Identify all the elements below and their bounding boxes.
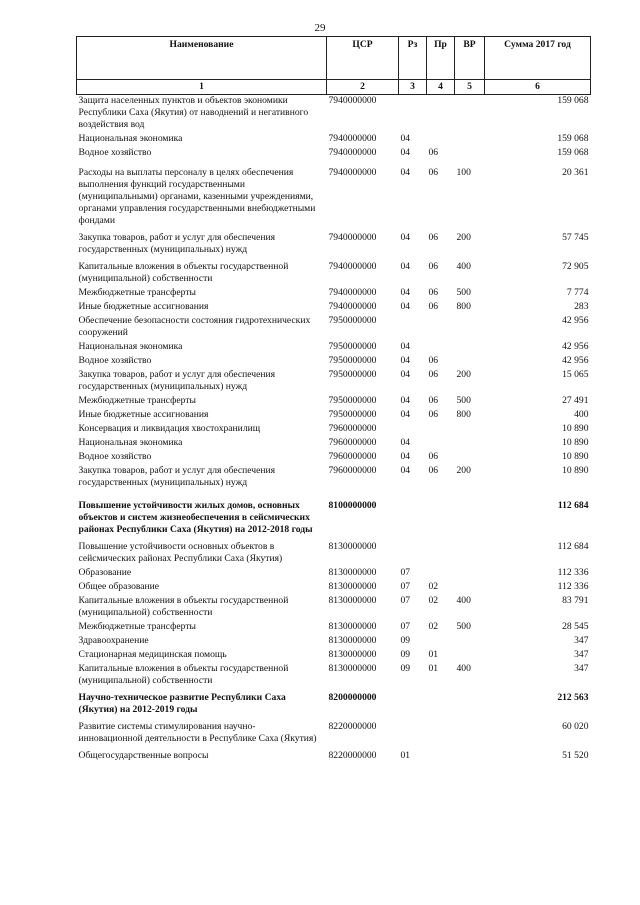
row-pr: 06 (428, 369, 439, 380)
column-number-row (77, 80, 591, 95)
row-sum: 10 890 (562, 437, 589, 448)
row-rz: 07 (400, 581, 411, 592)
row-rz: 04 (400, 409, 411, 420)
row-sum: 60 020 (562, 721, 589, 732)
row-vr (455, 147, 485, 161)
row-pr: 02 (428, 581, 439, 592)
row-vr (455, 355, 485, 369)
row-rz: 04 (400, 437, 411, 448)
row-vr (455, 747, 485, 764)
row-rz: 07 (400, 567, 411, 578)
row-vr (455, 423, 485, 437)
column-number: 5 (455, 80, 485, 95)
row-vr (455, 341, 485, 355)
table-row (77, 451, 591, 465)
row-sum: 112 684 (557, 500, 589, 511)
row-vr (455, 95, 485, 134)
column-header-vr: ВР (455, 37, 485, 80)
row-pr: 02 (428, 595, 439, 606)
table-row (77, 229, 591, 258)
row-name: Общегосударственные вопросы (78, 750, 209, 761)
table-row (77, 161, 591, 229)
row-rz: 07 (400, 621, 411, 632)
table-row (77, 133, 591, 147)
budget-table (76, 36, 591, 764)
row-name: Национальная экономика (78, 341, 183, 352)
row-rz (399, 689, 427, 718)
row-pr: 06 (428, 395, 439, 406)
table-row (77, 301, 591, 315)
table-row (77, 663, 591, 689)
table-row (77, 491, 591, 538)
row-csr: 7940000000 (328, 133, 377, 144)
row-sum: 72 905 (562, 261, 589, 272)
row-sum: 51 520 (562, 750, 589, 761)
row-name: Повышение устойчивости жилых домов, основных объектов и систем жизнеобеспечения в сейсмических районах Республики Саха (Якутия) на 2012-2018 годы (78, 500, 313, 535)
table-row (77, 718, 591, 747)
row-pr: 06 (428, 147, 439, 158)
row-sum: 15 065 (562, 369, 589, 380)
row-csr: 8130000000 (328, 635, 377, 646)
row-csr: 8220000000 (328, 721, 377, 732)
row-csr: 7940000000 (328, 147, 377, 158)
row-rz: 04 (400, 301, 411, 312)
row-csr: 7960000000 (328, 451, 377, 462)
row-vr (455, 718, 485, 747)
table-row (77, 437, 591, 451)
row-rz: 04 (400, 287, 411, 298)
row-csr: 7950000000 (328, 355, 377, 366)
row-vr: 800 (456, 301, 471, 312)
row-pr (427, 689, 455, 718)
row-sum: 83 791 (562, 595, 589, 606)
row-name: Обеспечение безопасности состояния гидротехнических сооружений (78, 315, 311, 338)
row-csr: 8130000000 (328, 663, 377, 674)
row-pr (427, 538, 455, 567)
row-csr: 8100000000 (328, 500, 377, 511)
column-number: 1 (77, 80, 327, 95)
table-row (77, 147, 591, 161)
row-rz (399, 315, 427, 341)
row-sum: 112 336 (557, 581, 589, 592)
row-rz: 04 (400, 465, 411, 476)
table-row (77, 649, 591, 663)
row-sum: 347 (574, 635, 589, 646)
row-csr: 8130000000 (328, 541, 377, 552)
row-name: Развитие системы стимулирования научно-инновационной деятельности в Республике Саха (Якутия) (78, 721, 317, 744)
row-sum: 400 (574, 409, 589, 420)
row-name: Национальная экономика (78, 133, 183, 144)
row-name: Закупка товаров, работ и услуг для обеспечения государственных (муниципальных) нужд (78, 232, 276, 255)
table-row (77, 341, 591, 355)
row-csr: 7940000000 (328, 95, 377, 106)
row-csr: 8130000000 (328, 581, 377, 592)
table-row (77, 567, 591, 581)
row-rz (399, 718, 427, 747)
row-rz (399, 538, 427, 567)
column-header-name: Наименование (77, 37, 327, 80)
row-vr: 500 (456, 621, 471, 632)
row-vr: 400 (456, 595, 471, 606)
row-vr (455, 689, 485, 718)
table-row (77, 409, 591, 423)
row-vr (455, 538, 485, 567)
row-pr: 06 (428, 261, 439, 272)
row-rz: 04 (400, 167, 411, 178)
row-name: Закупка товаров, работ и услуг для обеспечения государственных (муниципальных) нужд (78, 465, 276, 488)
row-name: Образование (78, 567, 132, 578)
row-vr (455, 649, 485, 663)
row-name: Повышение устойчивости основных объектов в сейсмических районах Республики Саха (Якутия) (78, 541, 283, 564)
column-header-pr: Пр (427, 37, 455, 80)
row-csr: 7960000000 (328, 423, 377, 434)
row-name: Защита населенных пунктов и объектов экономики Республики Саха (Якутия) от наводнений и негативного воздействия вод (78, 95, 309, 130)
row-vr (455, 315, 485, 341)
row-pr: 06 (428, 167, 439, 178)
row-rz (399, 95, 427, 134)
row-pr (427, 95, 455, 134)
row-vr (455, 437, 485, 451)
row-vr: 200 (456, 465, 471, 476)
column-header-rz: Рз (399, 37, 427, 80)
row-rz: 09 (400, 649, 411, 660)
row-csr: 8220000000 (328, 750, 377, 761)
row-sum: 27 491 (562, 395, 589, 406)
row-sum: 10 890 (562, 451, 589, 462)
row-rz: 04 (400, 147, 411, 158)
row-rz: 04 (400, 261, 411, 272)
row-name: Межбюджетные трансферты (78, 621, 196, 632)
row-csr: 7960000000 (328, 437, 377, 448)
row-pr (427, 491, 455, 538)
table-row (77, 95, 591, 134)
row-csr: 7940000000 (328, 167, 377, 178)
row-sum: 42 956 (562, 355, 589, 366)
column-number: 2 (327, 80, 399, 95)
row-pr: 06 (428, 301, 439, 312)
table-row (77, 395, 591, 409)
row-csr: 7950000000 (328, 409, 377, 420)
row-vr (455, 491, 485, 538)
row-csr: 7960000000 (328, 465, 377, 476)
row-rz: 04 (400, 133, 411, 144)
table-row (77, 287, 591, 301)
table-row (77, 423, 591, 437)
row-vr (455, 567, 485, 581)
table-row (77, 635, 591, 649)
row-rz: 04 (400, 395, 411, 406)
row-csr: 8130000000 (328, 649, 377, 660)
column-number: 4 (427, 80, 455, 95)
row-vr: 400 (456, 261, 471, 272)
row-name: Водное хозяйство (78, 147, 152, 158)
row-csr: 7950000000 (328, 395, 377, 406)
row-name: Иные бюджетные ассигнования (78, 301, 209, 312)
row-csr: 8130000000 (328, 621, 377, 632)
row-name: Водное хозяйство (78, 355, 152, 366)
row-name: Капитальные вложения в объекты государственной (муниципальной) собственности (78, 595, 289, 618)
row-vr (455, 451, 485, 465)
column-number: 3 (399, 80, 427, 95)
row-rz: 04 (400, 369, 411, 380)
header-row (77, 37, 591, 80)
column-header-csr: ЦСР (327, 37, 399, 80)
row-name: Расходы на выплаты персоналу в целях обеспечения выполнения функций государственными (муниципальными) органами, казенными учреждениями, органами управления государственными внебюджетными фондами (78, 167, 316, 226)
row-sum: 28 545 (562, 621, 589, 632)
row-pr (427, 567, 455, 581)
row-sum: 212 563 (557, 692, 589, 703)
row-sum: 20 361 (562, 167, 589, 178)
table-body (77, 95, 591, 765)
row-rz: 04 (400, 355, 411, 366)
table-row (77, 369, 591, 395)
row-rz: 04 (400, 451, 411, 462)
row-name: Иные бюджетные ассигнования (78, 409, 209, 420)
table-row (77, 581, 591, 595)
row-name: Национальная экономика (78, 437, 183, 448)
row-pr: 06 (428, 409, 439, 420)
row-vr (455, 635, 485, 649)
row-pr: 02 (428, 621, 439, 632)
row-sum: 159 068 (557, 147, 589, 158)
row-csr: 8200000000 (328, 692, 377, 703)
row-rz: 09 (400, 635, 411, 646)
table-row (77, 258, 591, 287)
table-row (77, 315, 591, 341)
row-csr: 7950000000 (328, 341, 377, 352)
row-csr: 7940000000 (328, 232, 377, 243)
row-pr: 01 (428, 649, 439, 660)
row-sum: 347 (574, 663, 589, 674)
row-vr: 500 (456, 287, 471, 298)
row-sum: 42 956 (562, 315, 589, 326)
row-pr: 06 (428, 465, 439, 476)
row-pr (427, 747, 455, 764)
row-vr (455, 133, 485, 147)
row-pr (427, 635, 455, 649)
row-pr: 01 (428, 663, 439, 674)
row-pr (427, 718, 455, 747)
row-name: Капитальные вложения в объекты государственной (муниципальной) собственности (78, 663, 289, 686)
row-sum: 112 336 (557, 567, 589, 578)
row-rz: 01 (400, 750, 411, 761)
row-rz: 09 (400, 663, 411, 674)
row-pr: 06 (428, 287, 439, 298)
row-pr (427, 423, 455, 437)
row-name: Межбюджетные трансферты (78, 287, 196, 298)
row-vr: 200 (456, 232, 471, 243)
row-sum: 57 745 (562, 232, 589, 243)
row-pr: 06 (428, 355, 439, 366)
row-vr: 800 (456, 409, 471, 420)
row-csr: 7950000000 (328, 369, 377, 380)
column-number: 6 (485, 80, 591, 95)
row-name: Здравоохранение (78, 635, 149, 646)
row-sum: 7 774 (566, 287, 589, 298)
row-rz (399, 423, 427, 437)
row-vr: 400 (456, 663, 471, 674)
table-row (77, 538, 591, 567)
row-csr: 8130000000 (328, 595, 377, 606)
row-pr (427, 437, 455, 451)
row-sum: 10 890 (562, 423, 589, 434)
row-csr: 7940000000 (328, 287, 377, 298)
row-name: Стационарная медицинская помощь (78, 649, 227, 660)
row-rz: 07 (400, 595, 411, 606)
row-sum: 112 684 (557, 541, 589, 552)
row-vr (455, 581, 485, 595)
row-csr: 8130000000 (328, 567, 377, 578)
row-sum: 159 068 (557, 133, 589, 144)
row-sum: 347 (574, 649, 589, 660)
row-rz: 04 (400, 232, 411, 243)
row-sum: 42 956 (562, 341, 589, 352)
row-csr: 7940000000 (328, 261, 377, 272)
table-row (77, 747, 591, 764)
row-name: Водное хозяйство (78, 451, 152, 462)
row-sum: 283 (574, 301, 589, 312)
row-name: Консервация и ликвидация хвостохранилищ (78, 423, 261, 434)
row-name: Закупка товаров, работ и услуг для обеспечения государственных (муниципальных) нужд (78, 369, 276, 392)
row-vr: 500 (456, 395, 471, 406)
row-sum: 10 890 (562, 465, 589, 476)
row-rz: 04 (400, 341, 411, 352)
row-pr (427, 341, 455, 355)
row-pr (427, 133, 455, 147)
row-sum: 159 068 (557, 95, 589, 106)
row-pr: 06 (428, 451, 439, 462)
table-row (77, 355, 591, 369)
row-name: Межбюджетные трансферты (78, 395, 196, 406)
row-vr: 100 (456, 167, 471, 178)
row-rz (399, 491, 427, 538)
row-vr: 200 (456, 369, 471, 380)
table-row (77, 621, 591, 635)
row-pr (427, 315, 455, 341)
row-csr: 7950000000 (328, 315, 377, 326)
row-name: Общее образование (78, 581, 160, 592)
table-row (77, 595, 591, 621)
row-name: Капитальные вложения в объекты государственной (муниципальной) собственности (78, 261, 289, 284)
row-csr: 7940000000 (328, 301, 377, 312)
table-row (77, 465, 591, 491)
row-name: Научно-техническое развитие Республики Саха (Якутия) на 2012-2019 годы (78, 692, 286, 715)
table-row (77, 689, 591, 718)
row-pr: 06 (428, 232, 439, 243)
page-number: 29 (314, 22, 326, 34)
column-header-sum: Сумма 2017 год (485, 37, 591, 80)
